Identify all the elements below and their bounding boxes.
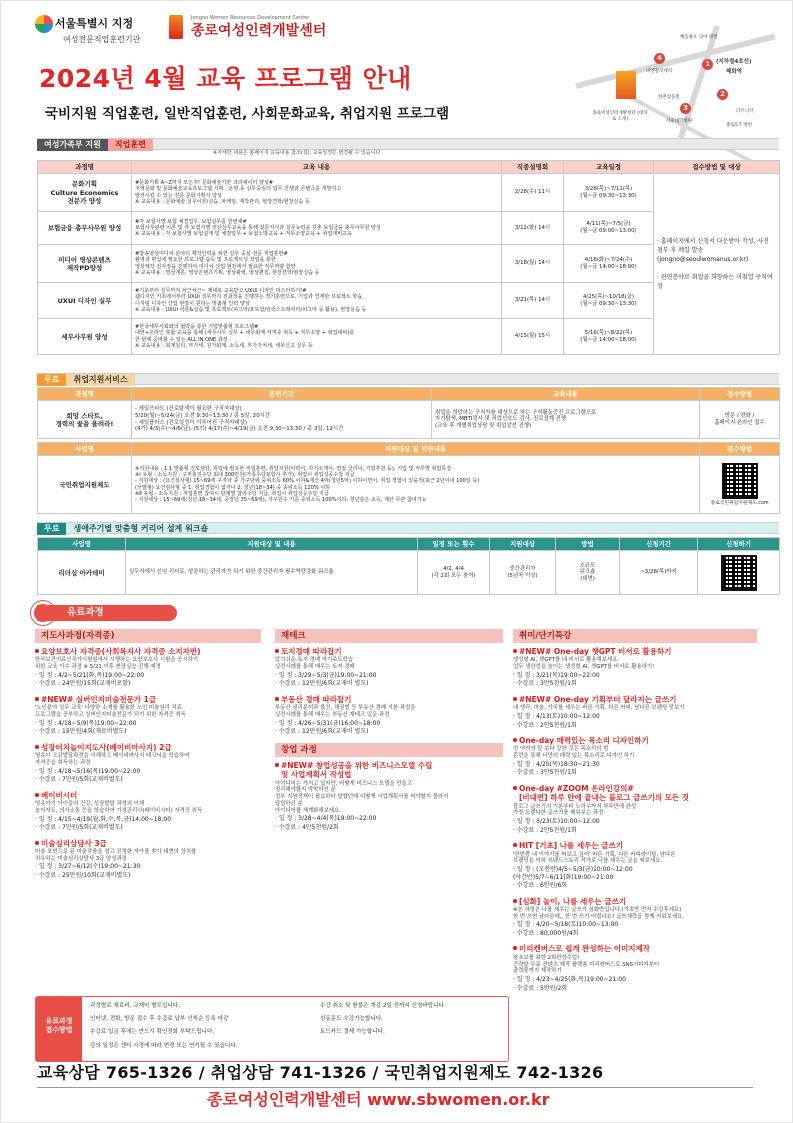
national-support-table <box>37 442 780 514</box>
course-schedule: · 일 정 : 4/20~5/18(토)10:00~13:00 <box>513 921 619 929</box>
map-label: 서울대학병원 <box>666 119 693 124</box>
bullet-icon <box>35 745 39 749</box>
table-header: 접수방법 <box>700 388 780 401</box>
course-schedule: · 일 정 : 3/29~5/3(금)19:00~21:00 <box>275 671 377 679</box>
table-cell: 취업을 희망하는 구직자를 대상으로 하는 구직활동증진 프로그램으로 자기탐색, MBTI검사 및 직업선호도 검사, 진로설계 진행 (교육 후 개별취업상담 및 취업알선 진행) <box>432 401 700 439</box>
section-tag: 취업지원서비스 <box>66 374 134 386</box>
note-item: 수강료 입금 후에는 반드시 확인전화 부탁드립니다. <box>90 1029 215 1036</box>
apply-url[interactable]: 종로국민취업지원제도.com <box>710 500 769 506</box>
category-header: 취미/단기특강 <box>513 629 757 643</box>
bullet-icon <box>35 793 39 797</box>
course-fee: · 수강료 : 80,000원/4회 <box>513 929 579 937</box>
table-cell: 보험금융 총무사무원 양성 <box>38 212 132 245</box>
course-description: 알기쉬운 토지 경매 자기주도학습 실전사례를 통해 배우는 토지 경매 <box>275 657 355 671</box>
course-title: [심화] 놀이, 나를 세우는 글쓰기 <box>513 897 757 906</box>
table-cell: 방문 / 전화 / 홈페이지 온라인 접수 <box>700 401 780 439</box>
course-schedule: · 일 정 : 4/18~5/9(목)19:00~22:00 <box>35 719 137 727</box>
center-logo-icon <box>169 15 183 39</box>
map-label: 해동용포 피아 방면 <box>680 35 718 40</box>
footer-divider <box>37 1087 753 1088</box>
map-label: 종로여성인력개발센터 (대학로 소재) <box>592 111 648 122</box>
bullet-icon <box>513 843 517 847</box>
center-website[interactable]: 종로여성인력개발센터 www.sbwomen.or.kr <box>207 1090 550 1109</box>
course-schedule: · 일 정 : (오전반)4/5~5/3(금)10:00~12:00 (야간반)5/7~6/11(화)19:00~21:00 <box>513 866 633 881</box>
table-cell: 희망 스타트, 경력의 꽃을 울려라! <box>38 401 132 439</box>
course-fee: · 수강료 : 5만원/2회 <box>513 984 568 992</box>
course-fee: · 수강료 : 24만원/15회(교재비포함) <box>35 680 131 688</box>
course-title: #NEW# 실버인지미술전문가 1급 <box>35 695 261 704</box>
table-header: 훈련기간 <box>132 388 432 401</box>
notes-left <box>90 1000 310 1053</box>
table-cell <box>698 551 780 595</box>
section-tag: 무료 <box>37 523 66 535</box>
paid-column-certificate <box>35 629 261 886</box>
table-cell: 3/18(월) 14시 <box>502 245 564 283</box>
course-title: 미리캔버스로 쉽게 완성하는 이미지제작 <box>513 944 757 953</box>
bullet-icon <box>275 763 279 767</box>
course-description: 블로그 글쓰기의 기본부터 노하우까지 하루만에 완성 가장 트렌디한 글쓰기를 배워보는 과정 <box>513 803 637 817</box>
location-map <box>576 23 781 141</box>
table-cell: #기초부터 실무까지 차근차근~ 제대로 교육받고 UXUI 디자인 마스터하기!# 웹디자인 기초에서부터 UXUI 실무까지 전과정을 진행하는 정기훈련으로, 기업과 연계한 프로젝트 학습, 디지털 디자인 산업 현장이 원하는 맞춤형 인력 양성 ※ 교육내용 : UXUI 이론&실습 및 프로젝트(피그마/포토샵/일러스트레이터/피그마 등 활용), 현장실습 등 <box>132 283 502 319</box>
note-item: 과정별로 재료비, 교재비 별도입니다. <box>90 1003 180 1009</box>
course-title: 토지경매 따라잡기 <box>275 647 503 656</box>
table-cell: ※지원내용 : 1:1 맞춤형 진로상담, 취업에 필요한 직업훈련, 취업지원(이력서, 자기소개서, 면접 클리닉, 기업추천 등), 기업 및 직무별 취업특강 ※Ⅰ 유형 - 소득지원 : 구직촉진수당 최대 300만원(가족수당포함시 추가), 취업시 취업성공수당 지급 - 지원대상 : (요건심사형) 15~69세 구직자 중 가구단위 중위소득 60% 이하&재산 4억(청년5억) 이하이면서, 취업 경험이 있을것(최근 2년이내 100일 등) (선발형) 요건심사형 중 1. 취업경험이 없거나 2. 청년(18~34) 중 중위소득 120% 이하 ※Ⅱ 유형 - 소득지원 : 직업훈련 참여시 단계별 참여수당 지급, 취업시 취업성공수당 지급 - 지원대상 : 15~69세(청년:18~34세, 중장년 35~69세), 가구원수 기준 중위소득 100%이하, 청년층은 소득, 재산 무관 참여가능 <box>132 456 700 514</box>
employment-support-section <box>37 373 779 514</box>
course-schedule: · 일 정 : 3/23(토)10:00~12:00 <box>513 818 600 826</box>
bullet-icon <box>513 946 517 950</box>
seoul-logo <box>35 15 165 45</box>
table-cell: 3/12(화) 14시 <box>502 212 564 245</box>
table-cell: 4/2, 4/4 (각 2회 모두 참여) <box>418 551 490 595</box>
course-description: 내 생각, 마음, 가치를 세우는 바른 기획, 다른 카피, 남다른 브랜딩 맛보기 <box>513 705 685 712</box>
category-header: 창업 과정 <box>275 743 503 757</box>
section-tag: 생애주기별 맞춤형 커리어 설계 워크숍 <box>73 524 209 533</box>
page-subtitle: 국비지원 직업훈련, 일반직업훈련, 사회문화교육, 취업지원 프로그램 <box>45 106 450 122</box>
section-tag: 직업훈련 <box>108 139 153 151</box>
section-tag: 무료 <box>37 374 66 386</box>
bullet-icon <box>513 899 517 903</box>
course-schedule: · 일 정 : 4/15~4/19(월,화,수,목,금)14:00~18:00 <box>35 815 172 823</box>
page-title: 2024년 4월 교육 프로그램 안내 <box>39 64 412 93</box>
table-header: 교육내용 <box>432 388 700 401</box>
note-item: 강의 일정은 센터 사정에 따라 변경 또는 연기될 수 있습니다. <box>90 1042 238 1049</box>
section-note: ※자세한 내용은 홈페이지 교육내용 참조(설), 교육일정은 변경될 수 있습니다 <box>213 150 381 156</box>
paid-column-finance <box>275 629 503 838</box>
course-title: #NEW# 창업성공을 위한 비즈니스모델 수립 및 사업계획서 작성법 <box>275 761 503 780</box>
map-badge: 4 <box>654 53 665 64</box>
category-header: 지도사과정(자격증) <box>35 629 261 643</box>
course-fee: · 수강료 : 2만5천원/1회 <box>513 826 577 834</box>
course-description: 생성형 AI, 챗GPT를 내 비서로 활용해보세요. 업무 생산성을 높이는 생성형 AI, 챗GPT를 비서로 활용하기! <box>513 657 655 671</box>
contact-phone-numbers: 교육상담 765-1326 / 취업상담 741-1326 / 국민취업지원제도 742-1326 <box>37 1063 604 1082</box>
course-item <box>35 839 261 880</box>
note-item: 인터넷, 전화, 방문 접수 후 수강료 납부 선착순 등록 마감 <box>90 1016 229 1023</box>
bullet-icon <box>35 841 39 845</box>
table-header: 직종설명회 <box>502 161 564 174</box>
course-description: '노인분야 실무 교육' 다양한 소재를 활용한 노인 미술심리 치료 프로그램을 공부하고 실버인지미술전문가 되기 위한 자격증 취득 <box>35 705 186 718</box>
seoul-designation: 서울특별시 지정 <box>54 17 134 31</box>
table-cell: 소규모 워크숍 (대면) <box>556 551 620 595</box>
table-cell: 국민취업지원제도 <box>38 456 132 514</box>
table-header: 신청기간 <box>620 538 698 551</box>
category-header: 재테크 <box>275 629 503 643</box>
table-cell: 2/28(수) 11시 <box>502 174 564 212</box>
table-cell <box>700 456 780 514</box>
course-description: 아이디어는 가지고 있지만, 어떻게 비즈니스 모델을 만들고 정리해야할지 막막하신 분 정부 지원정책이 필요하다 말했던데 어떻게 사업계획서를 써야할지 몰라서 답답하신 분 아이디어를 체계화해보세요. <box>275 780 449 814</box>
section-bar <box>37 373 779 385</box>
course-description: 영유아 오감발달과정을 이해하고 베이비마사지 테크닉을 학습하여 자격증을 취득하는 과정 <box>35 753 190 766</box>
course-item <box>275 647 503 688</box>
table-header: 교육일정 <box>564 161 654 174</box>
course-title: 베이비시터 <box>35 791 261 800</box>
course-schedule: · 일 정 : 4/13(토)10:00~12:00 <box>513 713 600 720</box>
course-item <box>35 647 261 688</box>
course-item <box>513 784 757 834</box>
support-table <box>37 387 780 439</box>
course-schedule: · 일 정 : 3/28~4/4(목)19:00~22:00 <box>275 815 377 823</box>
table-header: 지원대상 <box>490 538 556 551</box>
table-cell: 4/11(목)~7/5(금) (월~금 09:00~13:00) <box>564 212 654 245</box>
course-title: One-day 매력있는 목소리 디자인하기 <box>513 736 757 745</box>
bullet-icon <box>35 649 39 653</box>
table-cell: · 홈페이지에서 신청서 다운받아 작성, 사진 첨부 후 메일 발송 (jongno@seoulwomanus.or.kr) · 관련분야로 취업을 희망하는 미취업 구직여성 <box>654 174 780 355</box>
course-item <box>513 695 757 729</box>
course-item <box>275 761 503 832</box>
table-cell: ~3/28(목)까지 <box>620 551 698 595</box>
bullet-icon <box>513 649 517 653</box>
table-header: 신청하기 <box>698 538 780 551</box>
course-title: 요양보호사 자격증(사회복지사 자격증 소지자반) <box>35 647 261 656</box>
table-cell: 4/25(목)~10/18(금) (월~금 09:30~13:30) <box>564 283 654 319</box>
course-fee: · 수강료 : 4만5천원/2회 <box>275 823 339 831</box>
center-name: 종로여성인력개발센터 <box>191 23 327 40</box>
map-badge: 2 <box>717 89 728 100</box>
table-cell: 미디어 영상콘텐츠 제작PD양성 <box>38 245 132 283</box>
course-fee: · 수강료 : 3만5천원/1회 <box>513 769 577 777</box>
qr-code-icon[interactable] <box>721 555 757 591</box>
table-cell: 4/15(월) 15시 <box>502 319 564 355</box>
course-fee: · 수강료 : 7만원/5회(교재비별도) <box>35 776 123 784</box>
table-cell: 3/21(목) 14시 <box>502 283 564 319</box>
workshop-section <box>37 522 779 595</box>
table-cell: 세무사무원 양성 <box>38 319 132 355</box>
course-schedule: · 일 정 : 4/26~5/31(금)16:00~18:00 <box>275 719 381 727</box>
course-description: 전 여러의 말 보다 강한 것은 목소리의 힘 훈련을 통해 나만의 매력 있는 목소리로 디자인 하기 <box>513 746 635 760</box>
course-item <box>513 897 757 938</box>
course-fee: · 수강료 : 7만원/5회(교재비별도) <box>35 824 123 831</box>
section-bar <box>37 522 779 534</box>
paid-apply-notes <box>35 996 509 1062</box>
table-header: 일정 또는 횟수 <box>418 538 490 551</box>
table-header: 사업명 <box>38 443 132 456</box>
course-description: 영유아기 아이들의 건강, 성장발달 과정의 이해 놀이지도, 의사소통 등을 학습하여 가정관리사(베이비시터) 자격증 취득 <box>35 801 203 814</box>
table-header: 접수방법 및 대상 <box>654 161 780 174</box>
course-schedule: · 일 정 : 3/27~6/12(수)19:00~21:30 <box>35 863 141 871</box>
course-item <box>35 743 261 784</box>
course-description: ※본 과정은 나를 세우는 글쓰기 심화반입니다.(기초반 먼저 수강후세요) 한 번 쓰면 남다른데,, 한 번 쓰기 어렵나요? 글쓰체력을 함께 키워보세요. <box>513 906 684 920</box>
course-item <box>513 647 757 688</box>
course-description: 왕초보를 위한 2회완성수업! 간략한 무료 컨텐츠 제작 플랫폼 미리캔버스로 SNS이미지부터 출력물까지 제작하기 <box>513 954 660 975</box>
table-cell: 중간관리자 (5년차 이상) <box>490 551 556 595</box>
table-cell: 4/16(화)~7/24(수) (월~금 14:00~18:00) <box>564 245 654 283</box>
map-label: 종로5가 방면 <box>726 123 753 128</box>
table-cell: #한국세무사회와의 협약을 통한 기업맞춤형 프로그램# 대면+온라인 복합 교육을 통해 (세무사무 실무 + 세무회계 자격증 취득 + 직무소양 + 취업대비)를 한 번에 준비할 수 있는 ALL IN ONE 과정 ※ 교육내용 : 회계원리, 부가세, 원가회계, 소득세, 부가가치세, 세무신고 실무 등 <box>132 319 502 355</box>
course-title: One-day #ZOOM 온라인강의# [비대면] 하루 만에 끝내는 블로그 글쓰기의 모든 것 <box>513 784 757 803</box>
course-fee: · 수강료 : 3만5천원/1회 <box>513 680 577 688</box>
course-description: 한국보건의료인국가시험원에서 시행하는 요양보호사 시험을 응시하기 위한 교육 이수 과정 ※ 5/21 이후 현장실습 진행 예정 <box>35 657 199 671</box>
course-item <box>513 736 757 777</box>
course-fee: · 수강료 : 12만원/6회(교재비 별도) <box>275 680 369 688</box>
course-description: '한번쯤 내 이야기를 써보고 싶어' 바른 기획, 다른 카피라이팅, 남다른 브랜딩을 익혀 브랜드스토리 작가로 나를 세우는 글을 써보세요. <box>513 851 676 865</box>
vocational-training-section <box>37 138 779 355</box>
course-fee: · 수강료 : 6만원/6회 <box>513 882 568 889</box>
course-item <box>513 841 757 889</box>
table-cell: #방송영상미디어 분야의 제작인력을 위한 실무 중심 전문 직업훈련# 촬영과 편집에 필요한 프로그램 습득 및 프로젝트성 작업을 통한 영상제작 전자정을 진행하여 미디어 산업 현장에서 필요한 직무역량 함양 ※ 교육내용 : 영상개론, 영상콘텐츠기획, 영상촬영, 영상편집, 현장견학/현장실습 등 <box>132 245 502 283</box>
map-label: 한촌삼웅빌 <box>658 95 680 100</box>
paid-column-hobby <box>513 629 757 999</box>
course-title: #NEW# One-day 챗GPT 비서로 활용하기 <box>513 647 757 656</box>
course-schedule: · 일 정 : 4/2~5/21(화,목)19:00~22:00 <box>35 671 145 679</box>
bullet-icon <box>513 697 517 701</box>
center-logo <box>169 15 409 41</box>
section-bar <box>37 138 779 150</box>
map-badge: 3 <box>680 103 691 114</box>
paid-section-title: 유료과정 <box>37 605 177 621</box>
course-schedule: · 일 정 : 3/21(목)19:00~22:00 <box>513 671 600 679</box>
table-cell: 리더십 아카데미 <box>38 551 126 595</box>
table-header: 과정명 <box>38 388 132 401</box>
course-item <box>275 695 503 736</box>
section-tag: 여성가족부 지원 <box>37 139 108 151</box>
course-title: HIT [기초] 나를 세우는 글쓰기 <box>513 841 757 850</box>
seoul-emblem-icon <box>35 15 53 33</box>
notes-right <box>320 1000 506 1040</box>
center-building-icon <box>616 71 636 99</box>
note-item: 성동문도 수강가능합니다. <box>320 1016 383 1023</box>
table-cell: 실무자에서 신임 리더로, 성공하는 관리자가 되기 위한 중간관리자 필수역량강화 워크숍 <box>126 551 418 595</box>
note-item: 수강 취소 및 환불은 개강 2일 전까지 신청바랍니다. <box>320 1003 446 1009</box>
course-title: #NEW# One-day 기획부터 달라지는 글쓰기 <box>513 695 757 704</box>
table-header: 지원대상 및 내용 <box>126 538 418 551</box>
table-cell: 3/28(목)~7/11(목) (월~금 09:30~13:30) <box>564 174 654 212</box>
map-label: 비엔갈리데리 <box>646 69 673 74</box>
table-header: 과정명 <box>38 161 132 174</box>
table-header: 접수방법 <box>700 443 780 456</box>
course-schedule: · 일 정 : 4/25(목)18:30~21:30 <box>513 760 600 768</box>
center-name-en: Jongno Women Resources Development Center <box>191 15 310 21</box>
course-description: 미술 표현으로 된 미술작품을 열고 진정한 자아를 찾아 내면의 상처를 치유하는 미술심리상담사 3급 양성과정 <box>35 848 197 862</box>
bullet-icon <box>275 697 279 701</box>
table-cell: #문화기획 A~Z까지 모든것! 문화예술기반 크리에이터 양성# 지역문화 및 문화예술교육프로그램 기획 · 운영 등 실무중심의 업무 진행과 콘텐츠를 개발하고 발전시킬 수 있는 전문 문화기획자 양성 ※ 교육내용 : 문화예술 실무이론/실습, 파케팅, 제작관리, 현장견학/현장실습 등 <box>132 174 502 212</box>
course-fee: · 수강료 : 2만5천원/1회 <box>513 721 577 729</box>
table-cell: UXUI 디자인 실무 <box>38 283 132 319</box>
table-header: 사업명 <box>38 538 126 551</box>
course-schedule: · 일 정 : 4/23~4/25(화,목)19:00~21:00 <box>513 976 626 983</box>
course-fee: · 수강료 : 12만원/6회(교재비 별도) <box>275 728 369 736</box>
map-badge: 1 <box>702 59 713 70</box>
table-cell: #각 보험사별 보험 체결업무, 보험실무를 한번에# 보험사무관련 이론 및 각 보험사별 전산실무교육을 통해 전문지식과 실무능력을 갖춘 보험금융 총무사무원 양성 ※ 교육내용 : 각 보험사별 보험설계 및 체결업무 + 보험소방교육 + 직무소양교육 + 취업대비교육 <box>132 212 502 245</box>
map-label: 더르니삭 <box>736 109 754 114</box>
course-title: 부동산 경매 따라잡기 <box>275 695 503 704</box>
map-label: (지하철4호선) <box>716 59 752 65</box>
map-label: 혜화역 <box>726 69 742 75</box>
bullet-icon <box>35 697 39 701</box>
course-item <box>513 944 757 992</box>
seoul-designation-sub: 여성전문직업훈련기관 <box>63 35 141 44</box>
table-header: 방법 <box>556 538 620 551</box>
table-row <box>38 174 780 212</box>
course-description: 부동산 권리분석과 물건, 채권법 등 부동산 경매 기본 과정을 실전사례를 통해 배우는 부동산 재테크 입문 과정 <box>275 705 416 718</box>
table-cell: - 세일즈타트 (진로탐색이 필요한 구직자대상) 5/20(월)~5/24(금) 오전 9:30~13:30 / 총 5일, 20시간 - 세일플러스 (진로설정이 이루어진 구직자대상) (4기) 4/3(수)~4/6(금), (5기) 4/17(수)~4/19(금) 오전 9:30~13:30 / 총 3일, 12시간 <box>132 401 432 439</box>
training-table <box>37 160 780 355</box>
bullet-icon <box>275 649 279 653</box>
bullet-icon <box>513 738 517 742</box>
bullet-icon <box>513 786 517 790</box>
table-cell: 문화기획 Culture Economics 전문가 양성 <box>38 174 132 212</box>
qr-code-icon[interactable] <box>722 463 758 499</box>
table-header: 지원대상 및 지원내용 <box>132 443 700 456</box>
course-item <box>35 695 261 736</box>
note-item: 토드카드 결제 가능합니다. <box>320 1029 385 1036</box>
course-title: 미술심리상담사 3급 <box>35 839 261 848</box>
course-fee: · 수강료 : 15만원/4회(재료비별도) <box>35 728 127 736</box>
course-item <box>35 791 261 832</box>
workshop-table <box>37 537 780 595</box>
course-schedule: · 일 정 : 4/18~5/16(목)19:00~22:00 <box>35 767 141 775</box>
table-cell: 5/16(목)~8/22(목) (월~금 14:00~18:00) <box>564 319 654 355</box>
course-title: 성장터치놀이지도사(베이비마사지) 2급 <box>35 743 261 752</box>
course-fee: · 수강료 : 25만원/10회(교재비별도) <box>35 871 131 879</box>
table-header: 교육 내용 <box>132 161 502 174</box>
notes-label: 유료과정 접수방법 <box>36 997 82 1061</box>
